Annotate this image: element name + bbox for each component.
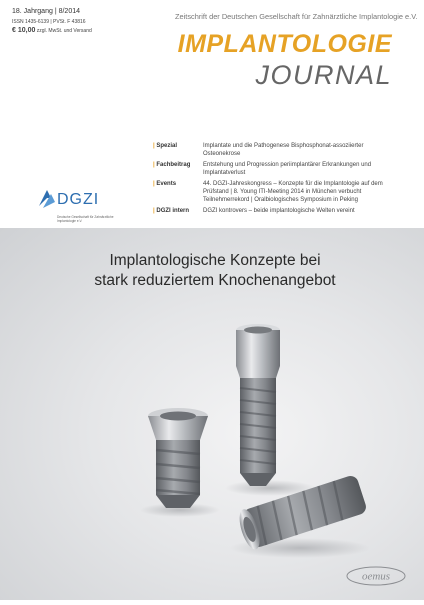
toc-category: | DGZI intern [153, 207, 203, 215]
toc-text: Entstehung und Progression periimplantärer Erkrankungen und Implantatverlust [203, 162, 372, 176]
toc-category: | Spezial [153, 142, 203, 158]
table-of-contents [153, 142, 393, 218]
toc-row-events [153, 180, 393, 204]
price-label: € 10,00 [12, 27, 36, 34]
cover-headline-line2: stark reduziertem Knochenangebot [94, 272, 336, 289]
issn-label: ISSN 1435-6139 | PVSt. F 43816 [12, 19, 86, 25]
oemus-swoosh-icon [345, 564, 407, 588]
cover-headline-line1: Implantologische Konzepte bei [109, 252, 321, 269]
dgzi-logo-mark-icon [37, 186, 107, 214]
journal-title-line2: JOURNAL [255, 60, 392, 90]
implant-tall [236, 324, 280, 486]
toc-row-fachbeitrag [153, 161, 393, 177]
toc-text: 44. DGZI-Jahreskongress – Konzepte für die Implantologie auf dem Prüfstand | 8. Young ITI-Meeting 2014 in München verbucht Teilnehmerrekord | Oralbiologisches Symposium in Peking [203, 181, 383, 203]
toc-category: | Events [153, 180, 203, 204]
volume-label: 18. Jahrgang [12, 8, 53, 15]
toc-text: Implantate und die Pathogenese Bisphosphonat-assoziierter Osteonekrose [203, 143, 364, 157]
svg-text:DGZI: DGZI [57, 191, 100, 208]
issue-number: 8/2014 [58, 8, 81, 15]
dgzi-logo-subtitle: Deutsche Gesellschaft für Zahnärztliche Implantologie e.V. [57, 215, 114, 223]
implant-short [148, 408, 208, 508]
toc-category: | Fachbeitrag [153, 161, 203, 177]
oemus-logo [345, 564, 407, 593]
journal-title-line1: IMPLANTOLOGIE [177, 30, 392, 58]
journal-tagline: Zeitschrift der Deutschen Gesellschaft für Zahnärztliche Implantologie e.V. [175, 12, 418, 21]
toc-text: DGZI kontrovers – beide implantologische Welten vereint [203, 208, 355, 214]
issue-meta: 18. Jahrgang | 8/2014 ISSN 1435-6139 | PVSt. F 43816 € 10,00 zzgl. MwSt. und Versand [12, 8, 92, 34]
toc-row-spezial [153, 142, 393, 158]
publisher-name: oemus [361, 570, 391, 583]
price-note: zzgl. MwSt. und Versand [36, 28, 92, 34]
dgzi-logo [37, 186, 117, 223]
toc-row-dgzi-intern [153, 207, 393, 215]
